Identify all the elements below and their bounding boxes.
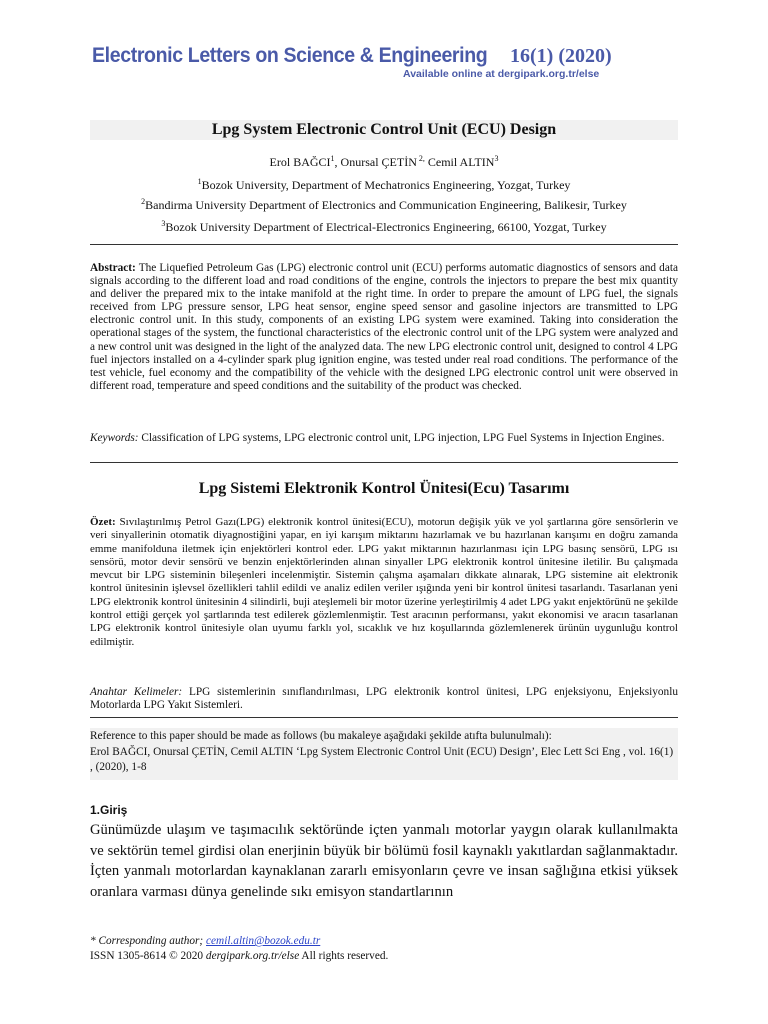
journal-availability: Available online at dergipark.org.tr/else [403, 68, 600, 80]
footer [90, 934, 388, 964]
abstract-tr [90, 516, 678, 649]
keywords-label: Keywords: [90, 432, 139, 444]
journal-volume: 16(1) (2020) [510, 45, 612, 67]
paper-title-tr: Lpg Sistemi Elektronik Kontrol Ünitesi(Ecu) Tasarımı [198, 480, 570, 497]
affiliation-text: Bozok University, Department of Mechatronics Engineering, Yozgat, Turkey [201, 178, 571, 192]
keywords-tr [90, 686, 678, 712]
affiliation-1 [0, 177, 768, 193]
author-sup: 1 [330, 154, 335, 163]
affiliation-text: Bozok University Department of Electrical-Electronics Engineering, 66100, Yozgat, Turkey [165, 220, 607, 234]
affiliation-text: Bandirma University Department of Electronics and Communication Engineering, Balikesir, Turkey [145, 198, 627, 212]
corresponding-label: * Corresponding author; [90, 935, 204, 947]
journal-name: Electronic Letters on Science & Engineering [92, 44, 488, 67]
author-name: Cemil ALTIN [424, 155, 495, 169]
abstract-text: The Liquefied Petroleum Gas (LPG) electronic control unit (ECU) performs automatic diagnostics of sensors and data signals according to the different load and road conditions of the engine, controls the injectors to prepare the best mix quantity and deliver the prepared mix to the intake manifold at the right time. In order to prepare the amount of LPG fuel, the signals received from LPG pressure sensor, LPG heat sensor, engine speed sensor and gasoline injectors are transmitted to LPG electronic control unit. In this study, components of an existing LPG system were examined. Taking into consideration the operational stages of the system, the functional characteristics of the electronic control unit of the LPG system were analyzed and a new control unit was designed in the light of the analyzed data. The new LPG electronic control unit, designed to control 4 LPG fuel injectors installed on a 4-cylinder spark plug ignition engine, was tested under real road conditions. The performance of the test vehicle, fuel economy and the compatibility of the vehicle with the designed LPG electronic control unit were observed in different road, temperature and speed conditions and the suitability of the product was checked. [90, 262, 678, 392]
affiliation-3 [0, 219, 768, 235]
author-list [0, 154, 768, 170]
reference-text [90, 729, 674, 776]
issn-text: ISSN 1305-8614 © 2020 [90, 950, 204, 962]
keywords-text: Classification of LPG systems, LPG electronic control unit, LPG injection, LPG Fuel Systems in Injection Engines. [138, 432, 665, 444]
anahtar-text: LPG sistemlerinin sınıflandırılması, LPG elektronik kontrol ünitesi, LPG enjeksiyonu, Enjeksiyonlu Motorlarda LPG Yakıt Sistemleri. [90, 686, 678, 712]
abstract-label: Abstract: [90, 262, 136, 274]
corresponding-email-link[interactable]: cemil.altin@bozok.edu.tr [206, 935, 321, 947]
reference-intro: Reference to this paper should be made as follows (bu makaleye aşağıdaki şekilde atıfta bulunulmalı): [90, 730, 552, 742]
affiliation-sup: 2 [141, 197, 146, 206]
affiliation-sup: 3 [161, 219, 166, 228]
ozet-label: Özet: [90, 516, 116, 528]
footer-rights: All rights reserved. [301, 950, 389, 962]
affiliation-sup: 1 [197, 177, 202, 186]
author-sup: 2, [416, 154, 425, 163]
author-name: Erol BAĞCI [269, 155, 331, 169]
author-sup: 3 [494, 154, 499, 163]
abstract-en [90, 262, 678, 393]
journal-header [92, 44, 612, 68]
paper-title: Lpg System Electronic Control Unit (ECU) Design [211, 121, 557, 138]
divider [90, 717, 678, 718]
author-name: , Onursal ÇETİN [334, 155, 417, 169]
reference-citation: Erol BAĞCI, Onursal ÇETİN, Cemil ALTIN ‘Lpg System Electronic Control Unit (ECU) Design’, Elec Lett Sci Eng , vol. 16(1) , (2020), 1-8 [90, 745, 674, 773]
affiliation-2 [0, 197, 768, 213]
footer-site: dergipark.org.tr/else [205, 950, 300, 962]
section-heading: 1.Giriş [90, 803, 128, 817]
anahtar-label: Anahtar Kelimeler: [90, 686, 183, 698]
section-body: Günümüzde ulaşım ve taşımacılık sektöründe içten yanmalı motorlar yaygın olarak kullanılmakta ve sektörün temel girdisi olan enerjinin büyük bir bölümü fosil kaynaklı yakıtlardan sağlanmaktadır. İçten yanmalı motorlardan kaynaklanan zararlı emisyonların çevre ve insan sağlığına etkisi yüksek oranlara varması dünya genelinde sıkı emisyon standartlarının [90, 822, 678, 900]
divider [90, 244, 678, 245]
ozet-text: Sıvılaştırılmış Petrol Gazı(LPG) elektronik kontrol ünitesi(ECU), motorun değişik yük ve yol şartlarına göre sensörlerin ve veri sinyallerinin otomatik diyagnostiğini yapar, en iyi karışım miktarını hazırlamak ve bu hazırlanan karışımı en doğru zamanda emme manifolduna iletmek için enjektörleri kontrol eder. LPG yakıt miktarının hazırlanması için LPG basınç sensörü, LPG ısı sensörü, motor devir sensörü ve benzin enjektörlerinden alınan sinyaller LPG elektronik kontrol ünitesine iletilir. Bu çalışmada mevcut bir LPG sisteminin bileşenleri incelenmiştir. Sistemin çalışma aşamaları dikkate alınarak, LPG sistemine ait elektronik kontrol ünitesinin işlevsel özellikleri tahlil edildi ve analiz edilen veriler ışığında yeni bir kontrol ünitesi tasarlandı. Tasarlanan yeni LPG elektronik kontrol ünitesinin 4 silindirli, buji ateşlemeli bir motor üzerine yerleştirilmiş 4 adet LPG yakıt enjektörünü ne şekilde kontrol ettiği gerçek yol şartlarında test edilerek gözlemlenmiştir. Test aracının performansı, yakıt ekonomisi ve aracın tasarlanan LPG elektronik kontrol ünitesiyle olan uyumu farklı yol, sıcaklık ve hız koşullarında gözlemlenerek ürünün uygunluğu kontrol edilmiştir. [90, 516, 678, 648]
divider [90, 462, 678, 463]
keywords-en [90, 432, 678, 445]
